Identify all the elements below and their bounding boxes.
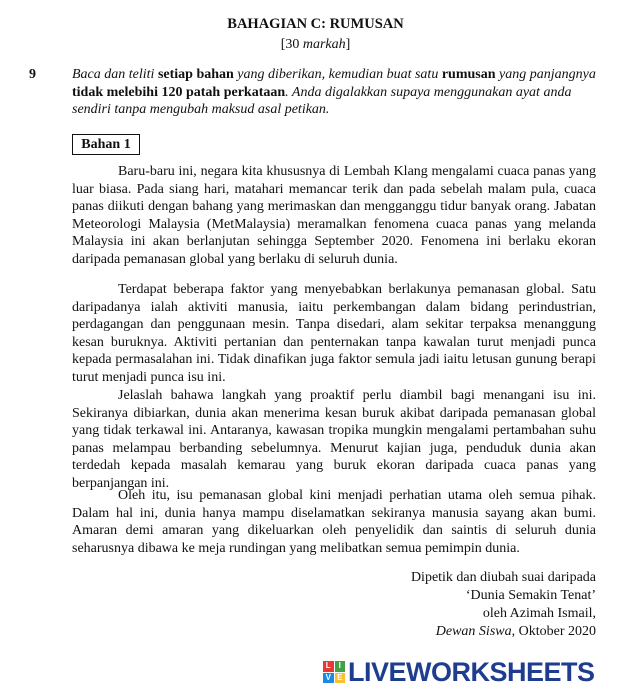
marks-label: [30 markah] (280, 37, 351, 52)
logo-tile-i: I (335, 661, 346, 672)
logo-tile-v: V (323, 673, 334, 684)
liveworksheets-watermark (323, 657, 595, 687)
magazine-title: Dewan Siswa (435, 624, 512, 639)
question-instruction: Baca dan teliti setiap bahan yang diberikan, kemudian buat satu rumusan yang panjangnya tidak melebihi 120 patah perkataan. Anda digalakkan supaya menggunakan ayat anda sendiri tanpa mengubah maksud asal petikan. (72, 67, 596, 117)
section-title: BAHAGIAN C: RUMUSAN (227, 16, 404, 32)
liveworksheets-text: LIVEWORKSHEETS (348, 656, 595, 687)
source-line-1: Dipetik dan diubah suai daripada (410, 570, 596, 585)
question-number: 9 (29, 67, 36, 82)
liveworksheets-logo-icon (323, 661, 345, 683)
passage-paragraph-2: Terdapat beberapa faktor yang menyebabkan berlakunya pemanasan global. Satu daripadanya ialah aktiviti manusia, iaitu perkembangan dalam bidang perindustrian, perdagangan dan penggunaan mesin. Tanpa disedari, alam sekitar terpaksa menanggung kesan buruknya. Aktiviti pertanian dan penternakan tanpa kawalan turut menjadi punca kepada permasalahan ini. Tidak dinafikan juga faktor semula jadi iaitu letusan gunung berapi turut menjadi punca isu ini. (72, 282, 596, 385)
passage-paragraph-1: Baru-baru ini, negara kita khususnya di Lembah Klang mengalami cuaca panas yang luar biasa. Pada siang hari, matahari memancar terik dan pada sebelah malam pula, cuaca panas diikuti dengan bahang yang merimaskan dan mengganggu tidur banyak orang. Jabatan Meteorologi Malaysia (MetMalaysia) meramalkan fenomena cuaca panas yang melanda Malaysia ini akan berlanjutan sehingga September 2020. Fenomena ini berlaku ekoran daripada pemanasan global yang berlaku di seluruh dunia. (72, 164, 596, 267)
logo-tile-e: E (335, 673, 346, 684)
passage-paragraph-3: Jelaslah bahawa langkah yang proaktif perlu diambil bagi menangani isu ini. Sekiranya dibiarkan, dunia akan menerima kesan buruk akibat daripada pemanasan global yang tidak terkawal ini. Antaranya, kawasan tropika mungkin mengalami pertambahan suhu panas melampau berbanding sebelumnya. Menurut kajian juga, penduduk dunia akan terdedah kepada masalah kemarau yang buruk ekoran daripada cuaca panas yang berpanjangan ini. (72, 388, 596, 491)
source-citation (411, 569, 596, 641)
source-line-4: Dewan Siswa, Oktober 2020 (435, 624, 596, 639)
bahan-label-box: Bahan 1 (72, 134, 140, 155)
logo-tile-l: L (323, 661, 334, 672)
source-line-2: ‘Dunia Semakin Tenat’ (465, 588, 596, 603)
passage-paragraph-4: Oleh itu, isu pemanasan global kini menjadi perhatian utama oleh semua pihak. Dalam hal ini, dunia hanya mampu diselamatkan sekiranya manusia sayang akan bumi. Amaran demi amaran yang dikeluarkan oleh penyelidik dan saintis di seluruh dunia seharusnya dibawa ke meja rundingan yang melibatkan semua pemimpin dunia. (72, 488, 596, 556)
source-line-3: oleh Azimah Ismail, (482, 606, 596, 621)
